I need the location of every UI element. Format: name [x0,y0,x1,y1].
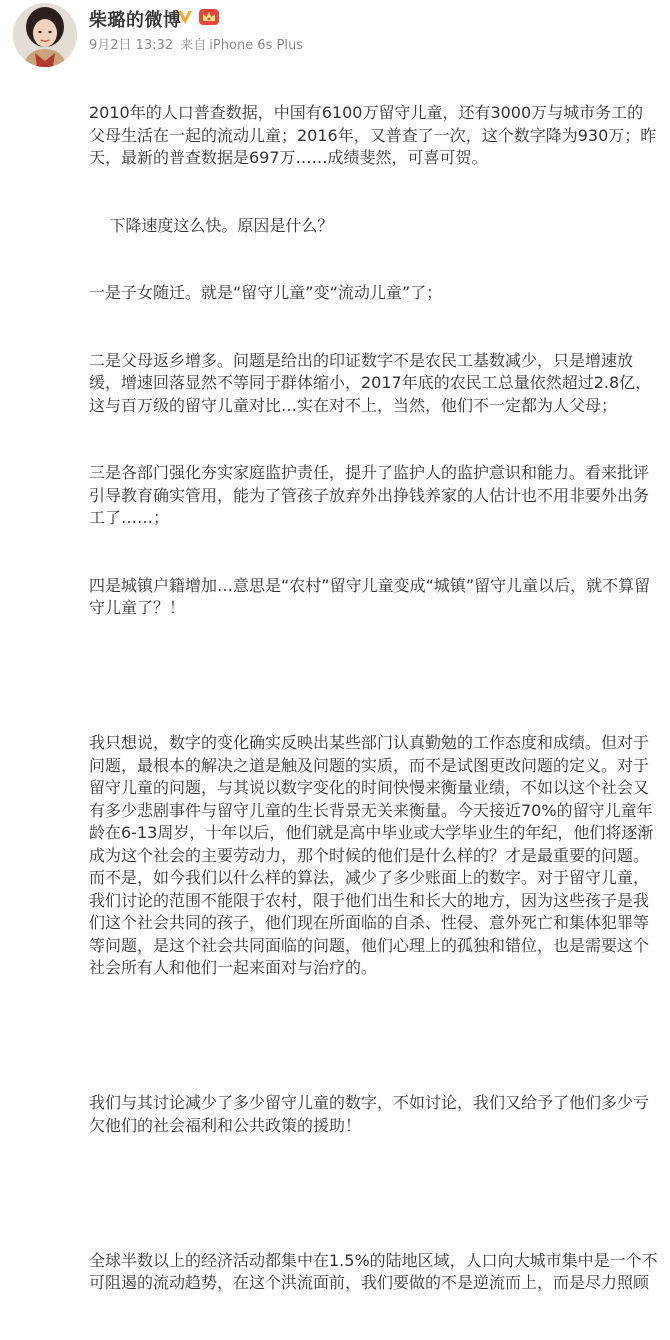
paragraph-9: 全球半数以上的经济活动都集中在1.5%的陆地区域，人口向大城市集中是一个不可阻遏的流动趋势，在这个洪流面前，我们要做的不是逆流而上，而是尽力照顾 [89,1250,658,1292]
author-name[interactable]: 柴璐的微博 [89,10,182,31]
paragraph-7: 我只想说，数字的变化确实反映出某些部门认真勤勉的工作态度和成绩。但对于问题，最根本的解决之道是触及问题的实质，而不是试图更改问题的定义。对于留守儿童的问题，与其说以数字变化的时间快慢来衡量业绩，不如以这个社会又有多少悲剧事件与留守儿童的生长背景无关来衡量。今天接近70%的留守儿童年龄在6-13周岁，十年以后，他们就是高中毕业或大学毕业生的年纪，他们将逐渐成为这个社会的主要劳动力，那个时候的他们是什么样的？才是最重要的问题。而不是，如今我们以什么样的算法，减少了多少账面上的数字。对于留守儿童，我们讨论的范围不能限于农村，限于他们出生和长大的地方，因为这些孩子是我们这个社会共同的孩子，他们现在所面临的自杀、性侵、意外死亡和集体犯罪等等问题，是这个社会共同面临的问题，他们心理上的孤独和错位，也是需要这个社会所有人和他们一起来面对与治疗的。 [89,733,654,977]
paragraph-8: 我们与其讨论减少了多少留守儿童的数字，不如讨论，我们又给予了他们多少亏欠他们的社会福利和公共政策的援助！ [89,1093,650,1135]
post-meta [89,34,306,53]
paragraph-3: 一是子女随迁。就是“留守儿童”变“流动儿童”了； [89,283,443,302]
paragraph-5: 三是各部门强化夯实家庭监护责任，提升了监护人的监护意识和能力。看来批评引导教育确实管用，能为了管孩子放弃外出挣钱养家的人估计也不用非要外出务工了……； [89,463,650,527]
post-content [89,57,659,1340]
post-source[interactable]: iPhone 6s Plus [209,38,303,53]
paragraph-6: 四是城镇户籍增加…意思是“农村”留守儿童变成“城镇”留守儿童以后，就不算留守儿童了？！ [89,575,651,617]
avatar-portrait-image [13,3,77,67]
source-prefix: 来自 [180,38,207,53]
paragraph-spacer [89,1182,659,1205]
avatar[interactable] [13,3,77,67]
post-date[interactable]: 9月2日 13:32 [89,38,174,53]
paragraph-spacer [89,1025,659,1048]
paragraph-2: 下降速度这么快。原因是什么？ [89,215,334,235]
v-verified-icon[interactable] [176,8,194,26]
paragraph-4: 二是父母返乡增多。问题是给出的印证数字不是农民工基数减少，只是增速放缓，增速回落显然不等同于群体缩小，2017年底的农民工总量依然超过2.8亿，这与百万级的留守儿童对比…实在对不上，当然，他们不一定都为人父母； [89,350,652,415]
paragraph-spacer [89,665,659,688]
paragraph-1: 2010年的人口普查数据，中国有6100万留守儿童，还有3000万与城市务工的父母生活在一起的流动儿童；2016年，又普查了一次，这个数字降为930万；昨天，最新的普查数据是697万……成绩斐然，可喜可贺。 [89,103,657,167]
crown-member-icon[interactable] [198,6,220,28]
